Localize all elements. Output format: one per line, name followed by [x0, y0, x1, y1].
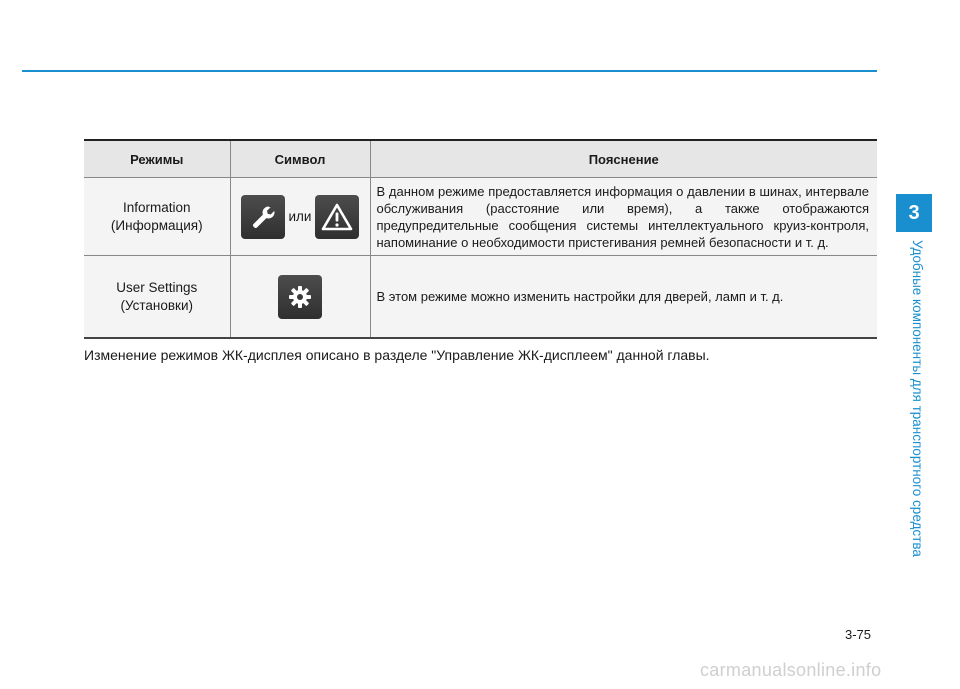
modes-table — [84, 139, 877, 339]
gear-icon — [278, 275, 322, 319]
symbol-cell — [230, 256, 370, 339]
symbol-cell — [230, 178, 370, 256]
table-header-row — [84, 140, 877, 178]
explanation-cell: В этом режиме можно изменить настройки для дверей, ламп и т. д. — [370, 256, 877, 339]
chapter-title-vertical: Удобные компоненты для транспортного средства — [910, 240, 925, 557]
header-modes: Режимы — [84, 140, 230, 178]
mode-name: Information — [122, 199, 191, 215]
table-row — [84, 256, 877, 339]
warning-triangle-icon — [315, 195, 359, 239]
header-explanation: Пояснение — [370, 140, 877, 178]
explanation-cell: В данном режиме предоставляется информация о давлении в шинах, интервале обслуживания (расстояние или время), а также отображаются предупредительные сообщения системы интеллектуального круиз-контроля, напоминание о необходимости пристегивания ремней безопасности и т. д. — [370, 178, 877, 256]
wrench-icon — [241, 195, 285, 239]
or-label: или — [288, 209, 312, 224]
mode-name-ru: (Установки) — [120, 297, 194, 313]
top-rule — [22, 70, 877, 72]
chapter-number-tab: 3 — [896, 194, 932, 232]
mode-cell — [84, 178, 230, 256]
mode-name: User Settings — [116, 279, 198, 295]
page-number: 3-75 — [845, 627, 872, 642]
mode-cell — [84, 256, 230, 339]
header-symbol: Символ — [230, 140, 370, 178]
footnote-text: Изменение режимов ЖК-дисплея описано в разделе "Управление ЖК-дисплеем" данной главы. — [84, 347, 710, 363]
table-row — [84, 178, 877, 256]
mode-name-ru: (Информация) — [110, 217, 203, 233]
watermark: carmanualsonline.info — [700, 660, 882, 680]
